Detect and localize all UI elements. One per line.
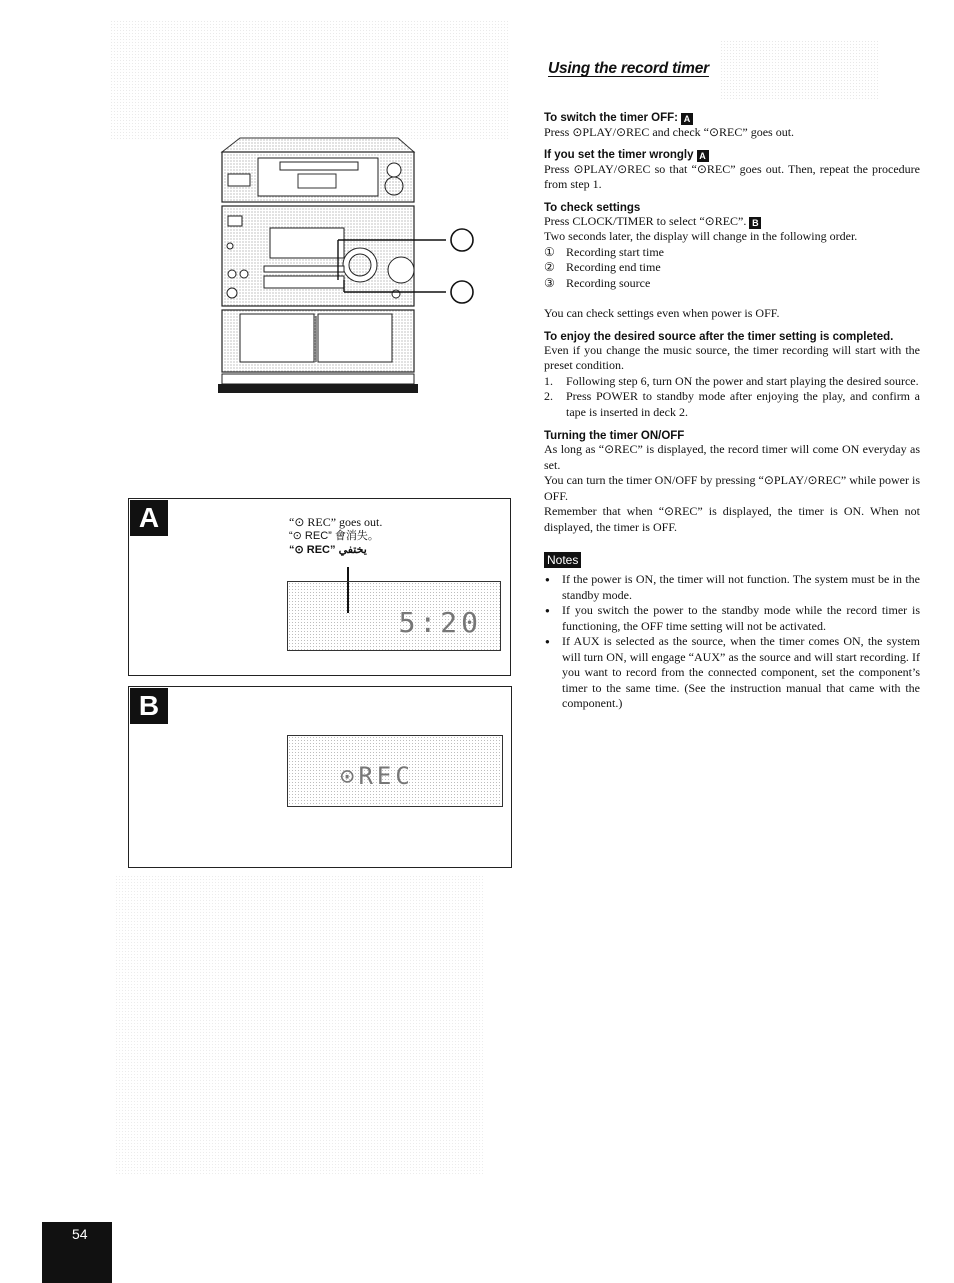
- print-texture-top: [110, 20, 510, 140]
- switch-off-marker: A: [681, 113, 693, 125]
- notes-label: Notes: [544, 552, 581, 568]
- list-item-number: ③: [544, 275, 555, 290]
- section-switch-off: [544, 112, 920, 141]
- enjoy-heading: To enjoy the desired source after the timer setting is completed.: [544, 330, 894, 343]
- list-item-text: Recording end time: [566, 260, 661, 274]
- panel-a-label: A: [130, 500, 168, 536]
- section-notes: [544, 551, 920, 712]
- check-settings-list: [544, 245, 920, 292]
- switch-off-body: Press ⊙PLAY/⊙REC and check “⊙REC” goes out.: [544, 125, 795, 139]
- list-item: [544, 245, 920, 261]
- list-item-number: 2.: [544, 389, 553, 403]
- check-settings-heading: To check settings: [544, 201, 641, 214]
- panel-a-caption-ar: “⊙ REC” يختفي: [289, 544, 367, 556]
- list-item: [544, 389, 920, 420]
- set-wrongly-heading: [544, 149, 920, 162]
- list-item-text: Recording source: [566, 275, 651, 290]
- note-item: ● If AUX is selected as the source, when the timer comes ON, the system will turn ON, will engage “AUX” as the source and will start recording. If you want to record from the connected component, set the component’s timer to the same time. (See the instruction manual that came with the component.): [544, 634, 920, 712]
- print-texture-bottom: [115, 875, 485, 1175]
- check-settings-line1: [544, 214, 920, 230]
- panel-a-display-text: 5:20: [398, 606, 482, 639]
- list-item-text: Press POWER to standby mode after enjoying the play, and confirm a tape is inserted in deck 2.: [566, 389, 920, 419]
- timer-on-off-heading: Turning the timer ON/OFF: [544, 430, 685, 442]
- enjoy-body: Even if you change the music source, the timer recording will start with the preset condition.: [544, 342, 920, 372]
- illustration-panel-b: [128, 686, 512, 868]
- notes-list: [544, 572, 920, 712]
- section-check-settings: [544, 202, 920, 322]
- panel-b-display-text: ⊙REC: [340, 762, 414, 790]
- set-wrongly-heading-text: If you set the timer wrongly: [544, 148, 694, 161]
- timer-on-off-p1: As long as “⊙REC” is displayed, the record timer will come ON everyday as set.: [544, 442, 920, 472]
- switch-off-heading-text: To switch the timer OFF:: [544, 112, 678, 124]
- section-timer-on-off: [544, 430, 920, 535]
- panel-a-caption: [289, 515, 499, 557]
- set-wrongly-marker: A: [697, 150, 709, 162]
- page-title: Using the record timer: [548, 60, 709, 77]
- check-settings-marker: B: [749, 217, 761, 229]
- switch-off-heading: [544, 112, 920, 125]
- list-item: [544, 276, 920, 292]
- check-settings-footer: You can check settings even when power is OFF.: [544, 306, 780, 320]
- note-item: ● If the power is ON, the timer will not function. The system must be in the standby mode.: [544, 572, 920, 603]
- illustration-panel-a: [128, 498, 511, 676]
- page-number: 54: [72, 1226, 88, 1242]
- section-enjoy: [544, 331, 920, 421]
- panel-a-display: [287, 581, 501, 651]
- list-item-number: ①: [544, 244, 555, 259]
- list-item: [544, 260, 920, 276]
- check-settings-line2: Two seconds later, the display will change in the following order.: [544, 229, 858, 243]
- list-item-number: 1.: [544, 373, 553, 388]
- page-number-block: [42, 1222, 112, 1283]
- list-item-text: Following step 6, turn ON the power and start playing the desired source.: [566, 373, 919, 388]
- panel-a-caption-en: “⊙ REC” goes out.: [289, 515, 383, 529]
- panel-b-label: B: [130, 688, 168, 724]
- check-settings-line1-text: Press CLOCK/TIMER to select “⊙REC”.: [544, 213, 747, 228]
- list-item-number: ②: [544, 260, 555, 274]
- print-texture-title: [720, 40, 880, 100]
- timer-on-off-p2: You can turn the timer ON/OFF by pressing “⊙PLAY/⊙REC” while power is OFF.: [544, 473, 920, 503]
- note-item: ● If you switch the power to the standby mode while the record timer is functioning, the OFF time setting will not be activated.: [544, 603, 920, 634]
- section-set-wrongly: [544, 149, 920, 193]
- enjoy-list: [544, 374, 920, 421]
- set-wrongly-body: Press ⊙PLAY/⊙REC so that “⊙REC” goes out. Then, repeat the procedure from step 1.: [544, 161, 920, 191]
- panel-a-caption-zh: “⊙ REC” 會消失。: [289, 530, 379, 542]
- panel-b-display: [287, 735, 503, 807]
- list-item-text: Recording start time: [566, 244, 664, 259]
- stereo-system-illustration: [218, 130, 478, 400]
- right-column: [544, 112, 920, 712]
- timer-on-off-p3: Remember that when “⊙REC” is displayed, the timer is ON. When not displayed, the timer is OFF.: [544, 504, 920, 534]
- list-item: [544, 374, 920, 390]
